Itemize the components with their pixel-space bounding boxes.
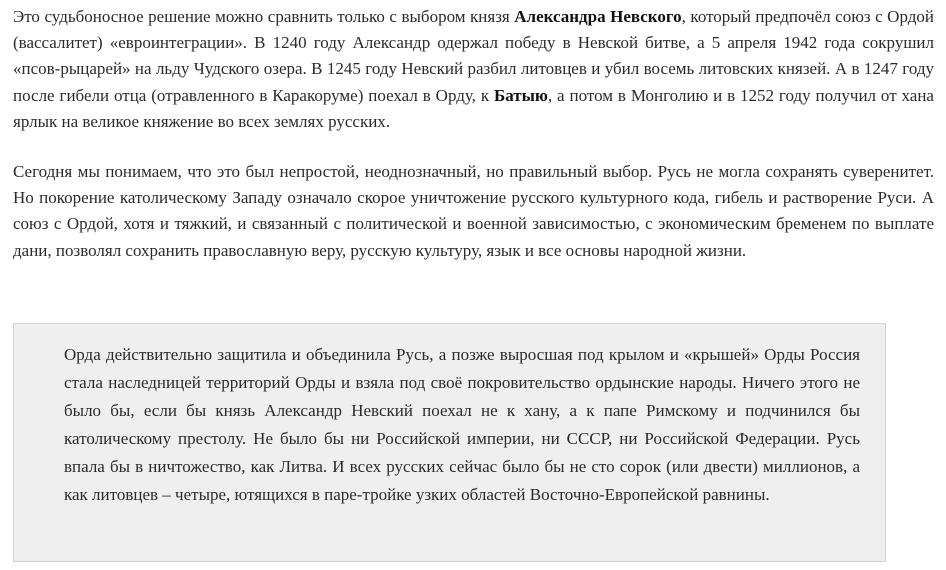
paragraph-text: , который предпочёл союз с Ордой (вассалитет) «евроинтеграции». В 1240 году Александр одержал победу в Невской битве, а 5 апреля 1942 года сокрушил «псов-рыцарей» на льду Чудского озера. В 1245 году Невский разбил литовцев и убил восемь литовских князей. А в 1247 году после гибели отца (отравленного в Каракоруме) поехал в Орду, к [13, 7, 934, 105]
paragraph-text: , а потом в Монголию и в 1252 году получил от хана ярлык на великое княжение во всех землях русских. [13, 85, 934, 131]
paragraph-text: Это судьбоносное решение можно сравнить только с выбором князя [13, 7, 515, 26]
bold-name-alexander-nevsky: Александра Невского [514, 7, 682, 26]
bold-name-batu: Батыю [493, 85, 548, 105]
blockquote-text: Орда действительно защитила и объединила Русь, а позже выросшая под крылом и «крышей» Орды Россия стала наследницей территорий Орды и взяла под своё покровительство ордынские народы. Ничего этого не было бы, если бы князь Александр Невский поехал не к хану, а к папе Римскому и подчинился бы католическому престолу. Не было бы ни Российской империи, ни СССР, ни Российской Федерации. Русь впала бы в ничтожество, как Литва. И всех русских сейчас было бы не сто сорок (или двести) миллионов, а как литовцев – четыре, ютящихся в паре-тройке узких областей Восточно-Европейской равнины. [64, 345, 860, 504]
blockquote [13, 323, 886, 562]
paragraph-nevsky-choice [13, 4, 934, 135]
paragraph-right-choice: Сегодня мы понимаем, что это был непростой, неоднозначный, но правильный выбор. Русь не могла сохранять суверенитет. Но покорение католическому Западу означало скорое уничтожение русского культурного кода, гибель и растворение Руси. А союз с Ордой, хотя и тяжкий, и связанный с политической и военной зависимостью, с экономическим бременем по выплате дани, позволял сохранить православную веру, русскую культуру, язык и все основы народной жизни. [13, 162, 934, 260]
